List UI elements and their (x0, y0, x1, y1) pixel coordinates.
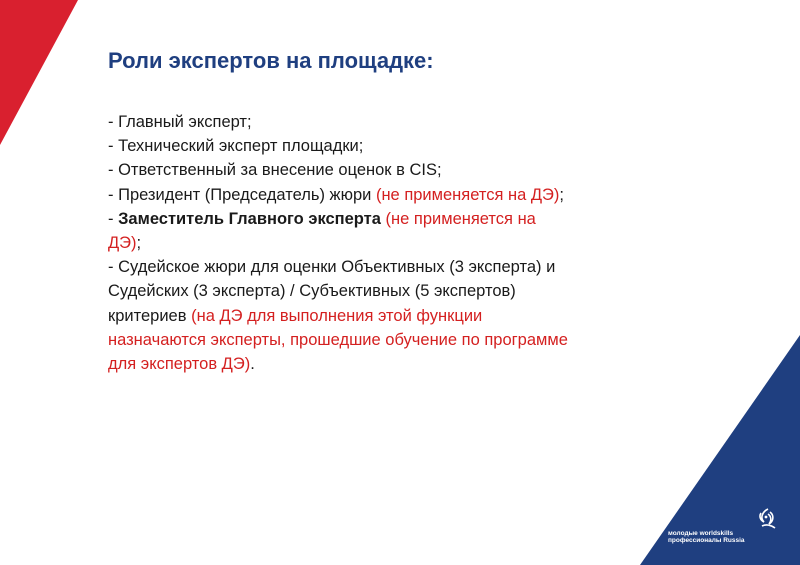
role-line-6: ДЭ); (108, 234, 142, 253)
worldskills-mark-icon (756, 506, 780, 536)
worldskills-logo (668, 506, 780, 546)
role-line-11: для экспертов ДЭ). (108, 355, 255, 374)
role-line-5: - Заместитель Главного эксперта (не применяется на (108, 209, 536, 228)
role-line-1: - Главный эксперт; (108, 113, 252, 131)
role-line-4: - Президент (Председатель) жюри (не применяется на ДЭ); (108, 185, 564, 204)
logo-text: молодые worldskills профессионалы Russia (668, 530, 745, 544)
role-line-10: назначаются эксперты, прошедшие обучение по программе (108, 330, 568, 349)
slide-body (108, 110, 688, 376)
slide-title: Роли экспертов на площадке: (108, 48, 434, 73)
role-line-2: - Технический эксперт площадки; (108, 137, 364, 156)
role-line-8: Судейских (3 эксперта) / Субъективных (5 экспертов) (108, 282, 516, 301)
role-line-3: - Ответственный за внесение оценок в CIS; (108, 161, 442, 180)
role-line-7: - Судейское жюри для оценки Объективных (3 эксперта) и (108, 258, 556, 277)
role-line-9: критериев (на ДЭ для выполнения этой функции (108, 306, 483, 325)
top-left-red-triangle (0, 0, 78, 145)
